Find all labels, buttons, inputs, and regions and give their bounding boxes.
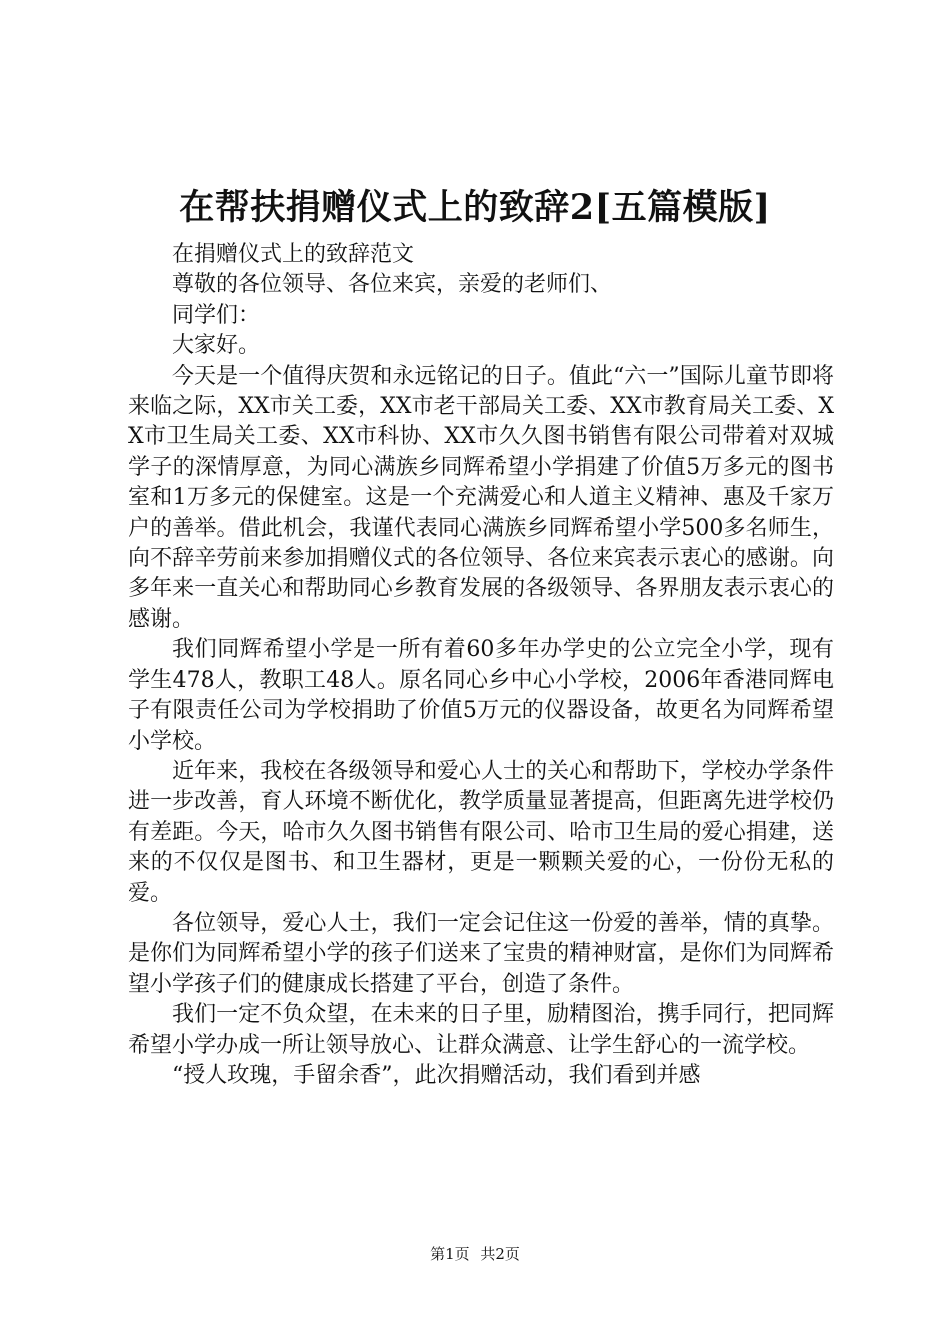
paragraph: 大家好。 <box>172 333 261 359</box>
page-footer <box>0 1244 950 1264</box>
paragraph: 各位领导，爱心人士，我们一定会记住这一份爱的善举，情的真挚。是你们为同辉希望小学的孩子们送来了宝贵的精神财富，是你们为同辉希望小学孩子们的健康成长搭建了平台，创造了条件。 <box>128 910 834 997</box>
page-number: 第1页 <box>430 1245 470 1263</box>
page-total: 共2页 <box>480 1245 520 1263</box>
paragraph: 尊敬的各位领导、各位来宾，亲爱的老师们、 <box>172 272 613 298</box>
document-title: 在帮扶捐赠仪式上的致辞2[五篇模版] <box>179 187 771 228</box>
paragraph: 同学们： <box>172 302 261 328</box>
paragraph: 近年来，我校在各级领导和爱心人士的关心和帮助下，学校办学条件进一步改善，育人环境不断优化，教学质量显著提高，但距离先进学校仍有差距。今天，哈市久久图书销售有限公司、哈市卫生局的爱心捐建，送来的不仅仅是图书、和卫生器材，更是一颗颗关爱的心，一份份无私的爱。 <box>128 758 834 906</box>
paragraph: 我们同辉希望小学是一所有着60多年办学史的公立完全小学，现有学生478人，教职工48人。原名同心乡中心小学校，2006年香港同辉电子有限责任公司为学校捐助了价值5万元的仪器设备，故更名为同辉希望小学校。 <box>128 637 834 754</box>
paragraph: 今天是一个值得庆贺和永远铭记的日子。值此“六一”国际儿童节即将来临之际，XX市关工委，XX市老干部局关工委、XX市教育局关工委、XX市卫生局关工委、XX市科协、XX市久久图书销售有限公司带着对双城学子的深情厚意，为同心满族乡同辉希望小学捐建了价值5万多元的图书室和1万多元的保健室。这是一个充满爱心和人道主义精神、惠及千家万户的善举。借此机会，我谨代表同心满族乡同辉希望小学500多名师生，向不辞辛劳前来参加捐赠仪式的各位领导、各位来宾表示衷心的感谢。向多年来一直关心和帮助同心乡教育发展的各级领导、各界朋友表示衷心的感谢。 <box>128 363 834 632</box>
document-body <box>128 240 834 1091</box>
paragraph: 在捐赠仪式上的致辞范文 <box>172 242 415 267</box>
paragraph: 我们一定不负众望，在未来的日子里，励精图治，携手同行，把同辉希望小学办成一所让领导放心、让群众满意、让学生舒心的一流学校。 <box>128 1002 834 1058</box>
paragraph: “授人玫瑰，手留余香”，此次捐赠活动，我们看到并感 <box>172 1062 701 1088</box>
